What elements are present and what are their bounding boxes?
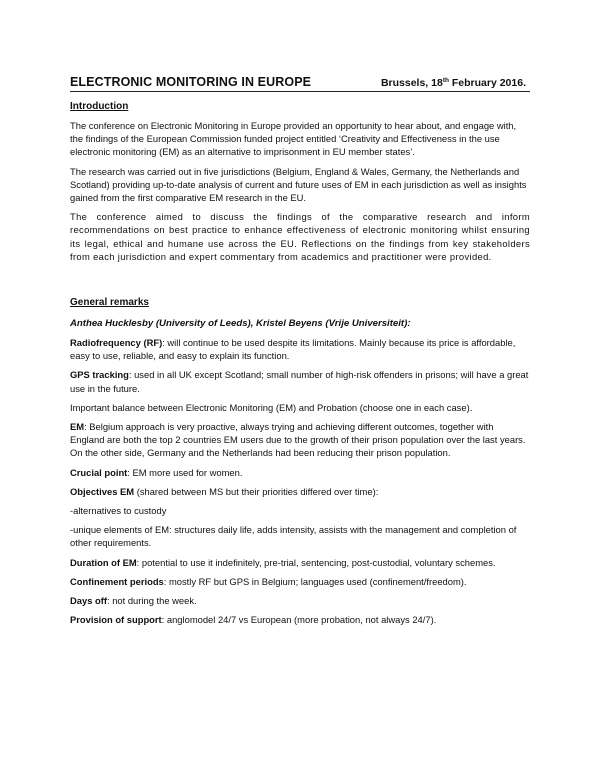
remark-text: : not during the week. xyxy=(107,595,197,607)
remark-label: Duration of EM xyxy=(70,556,137,568)
date-suffix: February 2016. xyxy=(448,77,526,89)
introduction-section xyxy=(70,100,530,263)
header-rule xyxy=(70,91,530,92)
document-date xyxy=(381,77,526,89)
introduction-heading: Introduction xyxy=(70,101,129,112)
remark-text: : used in all UK except Scotland; small number of high-risk offenders in prisons; will have a great use in the future. xyxy=(70,369,529,394)
remark-unique-elements xyxy=(70,523,530,549)
remark-text: Important balance between Electronic Monitoring (EM) and Probation (choose one in each case). xyxy=(70,401,473,413)
remark-days-off xyxy=(70,594,530,607)
authors-line: Anthea Hucklesby (University of Leeds), Kristel Beyens (Vrije Universiteit): xyxy=(70,318,411,330)
document-title: ELECTRONIC MONITORING IN EUROPE xyxy=(70,75,312,89)
date-superscript: th xyxy=(442,77,449,84)
remark-text: : mostly RF but GPS in Belgium; languages used (confinement/freedom). xyxy=(163,575,467,587)
remark-radiofrequency xyxy=(70,336,530,362)
remark-text: -unique elements of EM: structures daily life, adds intensity, assists with the management and completion of other requirements. xyxy=(70,524,517,549)
remark-text: : EM more used for women. xyxy=(127,466,243,478)
remark-text: : anglomodel 24/7 vs European (more probation, not always 24/7). xyxy=(161,614,437,626)
remark-text: : Belgium approach is very proactive, always trying and achieving different outcomes, together with England are both the top 2 countries EM users due to the growth of their prison population over the last years. On the other side, Germany and the Netherlands had been reducing their prison population. xyxy=(70,421,526,459)
remark-label: Radiofrequency (RF) xyxy=(70,337,163,349)
remark-em xyxy=(70,420,530,460)
remark-text: -alternatives to custody xyxy=(70,505,167,517)
remark-text: : will continue to be used despite its limitations. Mainly because its price is affordable, easy to use, reliable, and easy to explain its function. xyxy=(70,337,516,362)
remark-objectives xyxy=(70,485,530,498)
remark-label: Days off xyxy=(70,595,107,607)
general-remarks-section xyxy=(70,296,530,626)
remark-crucial-point xyxy=(70,466,530,479)
remark-label: GPS tracking xyxy=(70,369,129,381)
remark-support xyxy=(70,613,530,626)
remark-duration xyxy=(70,556,530,569)
remark-label: Provision of support xyxy=(70,614,162,626)
remark-alternatives xyxy=(70,504,530,517)
document-header xyxy=(70,71,530,89)
remark-confinement xyxy=(70,575,530,588)
remark-gps-tracking xyxy=(70,368,530,394)
date-prefix: Brussels, 18 xyxy=(380,77,443,89)
remark-text: (shared between MS but their priorities differed over time): xyxy=(134,485,379,497)
intro-paragraph-1: The conference on Electronic Monitoring in Europe provided an opportunity to hear about, and engage with, the findings of the European Commission funded project entitled ‘Creativity and Effectiveness in the use electronic monitoring (EM) as an alternative to imprisonment in EU member states’. xyxy=(70,120,517,158)
remark-label: EM xyxy=(70,421,85,433)
remark-label: Confinement periods xyxy=(70,575,164,587)
intro-paragraph-2: The research was carried out in five jurisdictions (Belgium, England & Wales, Germany, the Netherlands and Scotland) providing up-to-date analysis of current and future uses of EM in each jurisdiction as well as insights gained from the first comparative EM research in the EU. xyxy=(70,165,527,204)
remark-label: Crucial point xyxy=(70,466,128,478)
remark-balance xyxy=(70,401,530,414)
general-remarks-heading: General remarks xyxy=(70,297,149,309)
remark-label: Objectives EM xyxy=(70,485,135,497)
intro-paragraph-3: The conference aimed to discuss the findings of the comparative research and inform recommendations on best practice to enhance effectiveness of electronic monitoring whilst ensuring its legal, ethical and humane use across the EU. Reflections on the findings from key stakeholders from each jurisdiction and expert commentary from academics and practitioner were provided. xyxy=(70,211,530,262)
section-spacer xyxy=(70,263,530,288)
remark-text: : potential to use it indefinitely, pre-trial, sentencing, post-custodial, voluntary schemes. xyxy=(136,556,496,568)
